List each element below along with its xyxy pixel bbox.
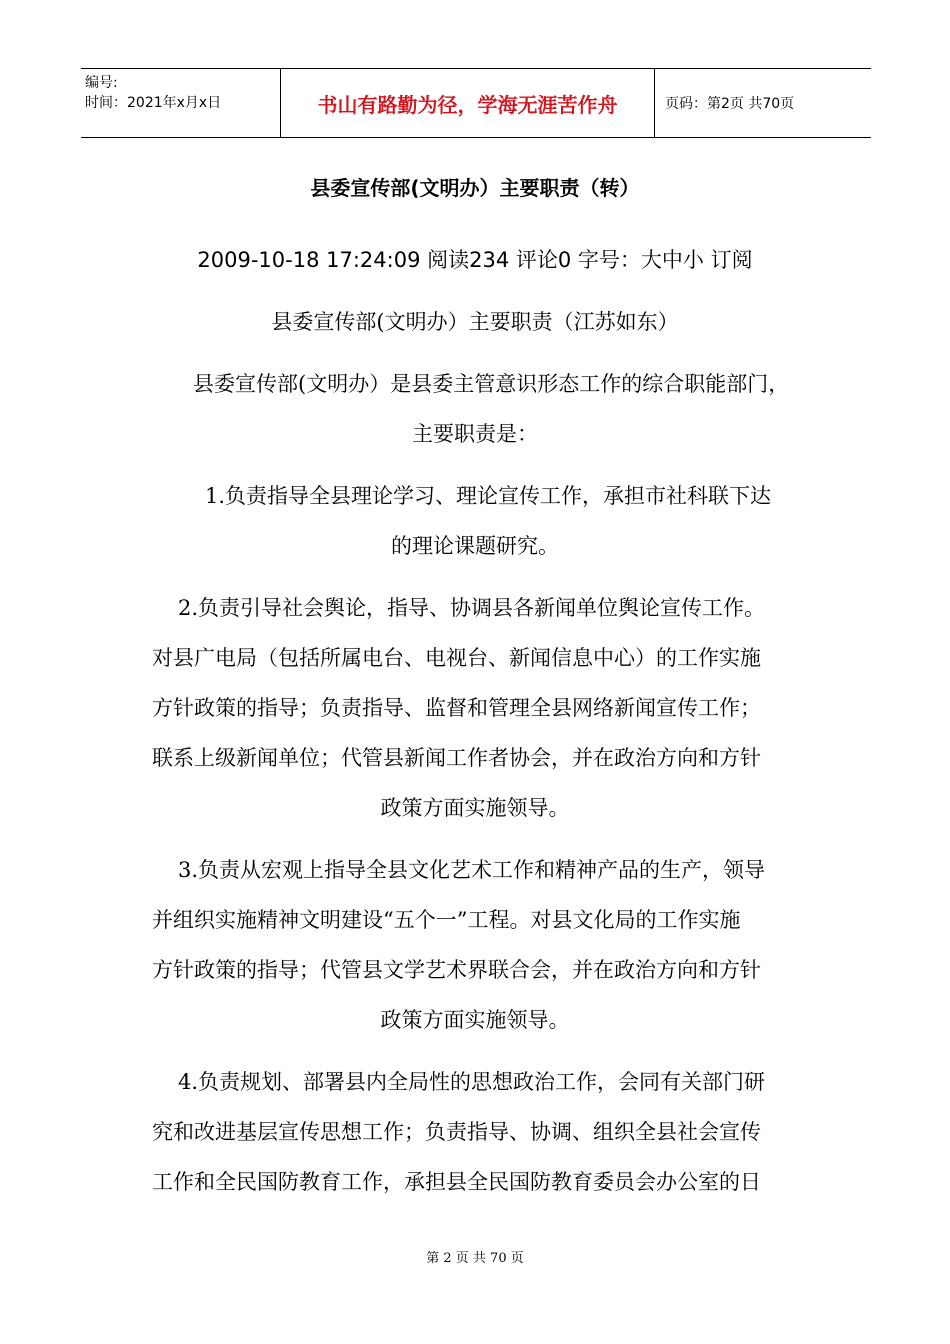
page-footer: 第 2 页 共 70 页 xyxy=(426,1251,524,1266)
number-label: 编号: xyxy=(85,75,118,91)
item2-line-1: 2.负责引导社会舆论，指导、协调县各新闻单位舆论宣传工作。 xyxy=(178,596,766,620)
item2-line-4: 联系上级新闻单位；代管县新闻工作者协会，并在政治方向和方针 xyxy=(152,746,761,770)
subtitle: 县委宣传部(文明办）主要职责（江苏如东） xyxy=(271,310,679,334)
item3-line-1: 3.负责从宏观上指导全县文化艺术工作和精神产品的生产，领导 xyxy=(178,858,766,882)
item1-line-1: 1.负责指导全县理论学习、理论宣传工作，承担市社科联下达 xyxy=(205,484,772,508)
item4-line-1: 4.负责规划、部署县内全局性的思想政治工作，会同有关部门研 xyxy=(178,1070,766,1094)
header-page-info: 页码：第2页 共70页 xyxy=(665,96,795,112)
time-label: 时间：2021年x月x日 xyxy=(85,95,222,111)
page-header xyxy=(81,68,871,138)
item3-line-3: 方针政策的指导；代管县文学艺术界联合会，并在政治方向和方针 xyxy=(152,958,761,982)
item2-line-2: 对县广电局（包括所属电台、电视台、新闻信息中心）的工作实施 xyxy=(152,646,761,670)
item3-line-2: 并组织实施精神文明建设“五个一”工程。对县文化局的工作实施 xyxy=(152,908,741,932)
document-title: 县委宣传部(文明办）主要职责（转） xyxy=(310,176,640,200)
item2-line-5: 政策方面实施领导。 xyxy=(380,796,570,820)
meta-line: 2009-10-18 17:24:09 阅读234 评论0 字号：大中小 订阅 xyxy=(197,248,753,272)
item4-line-2: 究和改进基层宣传思想工作；负责指导、协调、组织全县社会宣传 xyxy=(152,1120,761,1144)
intro-line-1: 县委宣传部(文明办）是县委主管意识形态工作的综合职能部门， xyxy=(193,372,790,396)
item4-line-3: 工作和全民国防教育工作，承担县全民国防教育委员会办公室的日 xyxy=(152,1170,761,1194)
header-info-cell xyxy=(81,69,281,137)
intro-line-2: 主要职责是： xyxy=(412,422,538,446)
header-motto: 书山有路勤为径，学海无涯苦作舟 xyxy=(281,69,655,137)
item3-line-4: 政策方面实施领导。 xyxy=(380,1008,570,1032)
item1-line-2: 的理论课题研究。 xyxy=(391,534,559,558)
item2-line-3: 方针政策的指导；负责指导、监督和管理全县网络新闻宣传工作； xyxy=(152,696,761,720)
